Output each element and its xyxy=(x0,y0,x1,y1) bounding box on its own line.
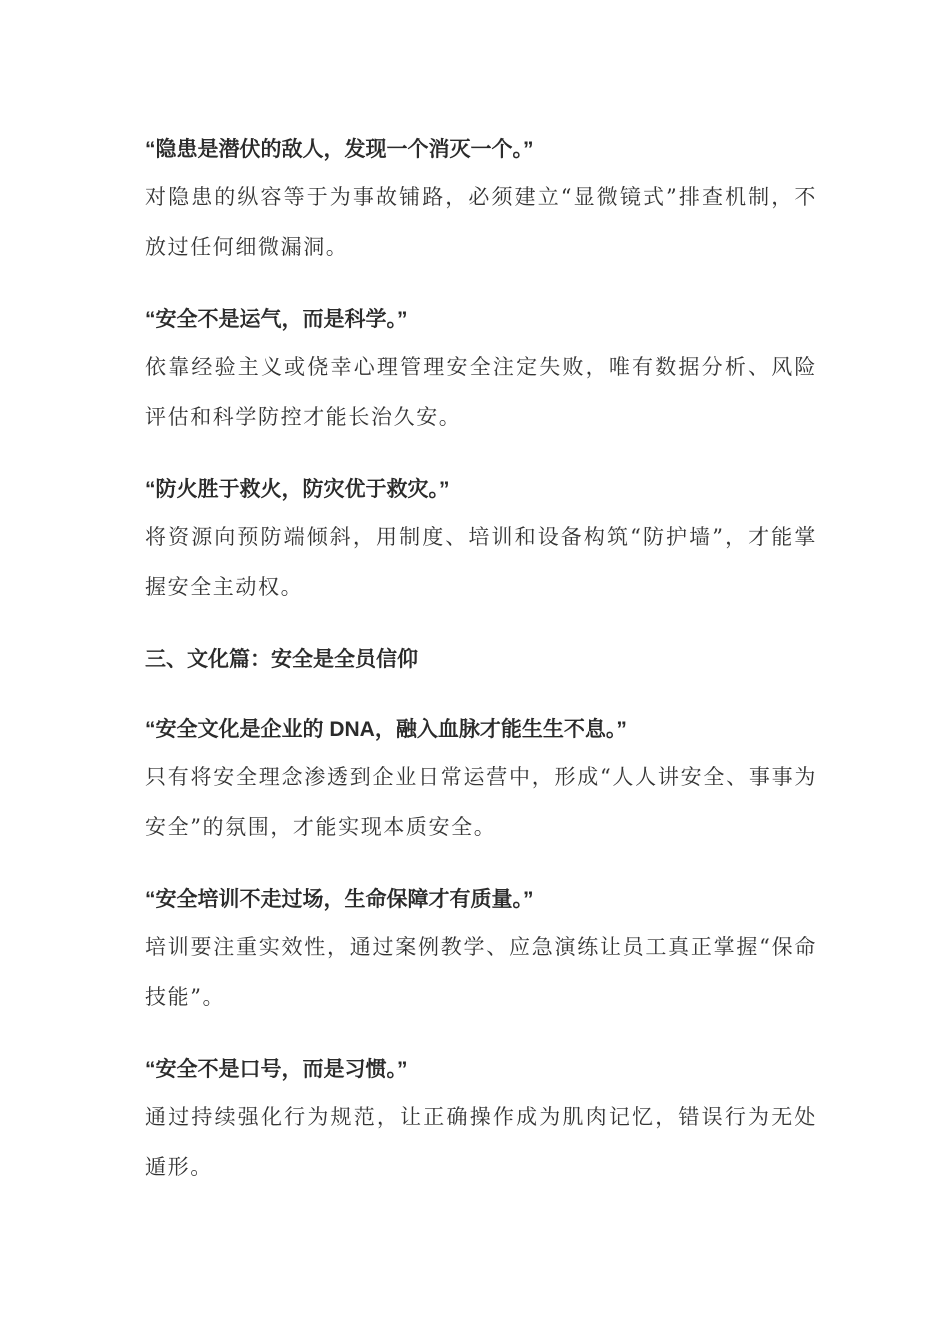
quote-heading: “安全不是口号，而是习惯。” xyxy=(145,1058,408,1081)
section-title: 三、文化篇：安全是全员信仰 xyxy=(145,648,418,671)
quote-block xyxy=(145,1048,817,1192)
quote-heading: “隐患是潜伏的敌人，发现一个消灭一个。” xyxy=(145,138,534,161)
quote-explanation: 依靠经验主义或侥幸心理管理安全注定失败，唯有数据分析、风险评估和科学防控才能长治久安。 xyxy=(145,355,817,429)
quote-block xyxy=(145,468,817,612)
quote-block xyxy=(145,708,817,852)
quote-heading: “安全不是运气，而是科学。” xyxy=(145,308,408,331)
quote-explanation: 对隐患的纵容等于为事故铺路，必须建立“显微镜式”排查机制，不放过任何细微漏洞。 xyxy=(145,185,817,259)
quote-explanation: 将资源向预防端倾斜，用制度、培训和设备构筑“防护墙”，才能掌握安全主动权。 xyxy=(145,525,817,599)
quote-explanation: 通过持续强化行为规范，让正确操作成为肌肉记忆，错误行为无处遁形。 xyxy=(145,1105,817,1179)
quote-heading: “安全培训不走过场，生命保障才有质量。” xyxy=(145,888,534,911)
document-page xyxy=(145,128,817,1218)
quote-explanation: 培训要注重实效性，通过案例教学、应急演练让员工真正掌握“保命技能”。 xyxy=(145,935,817,1009)
quote-heading: “防火胜于救火，防灾优于救灾。” xyxy=(145,478,450,501)
quote-block xyxy=(145,878,817,1022)
quote-block xyxy=(145,298,817,442)
quote-block xyxy=(145,128,817,272)
quote-explanation: 只有将安全理念渗透到企业日常运营中，形成“人人讲安全、事事为安全”的氛围，才能实现本质安全。 xyxy=(145,765,817,839)
quote-heading: “安全文化是企业的 DNA，融入血脉才能生生不息。” xyxy=(145,718,627,741)
